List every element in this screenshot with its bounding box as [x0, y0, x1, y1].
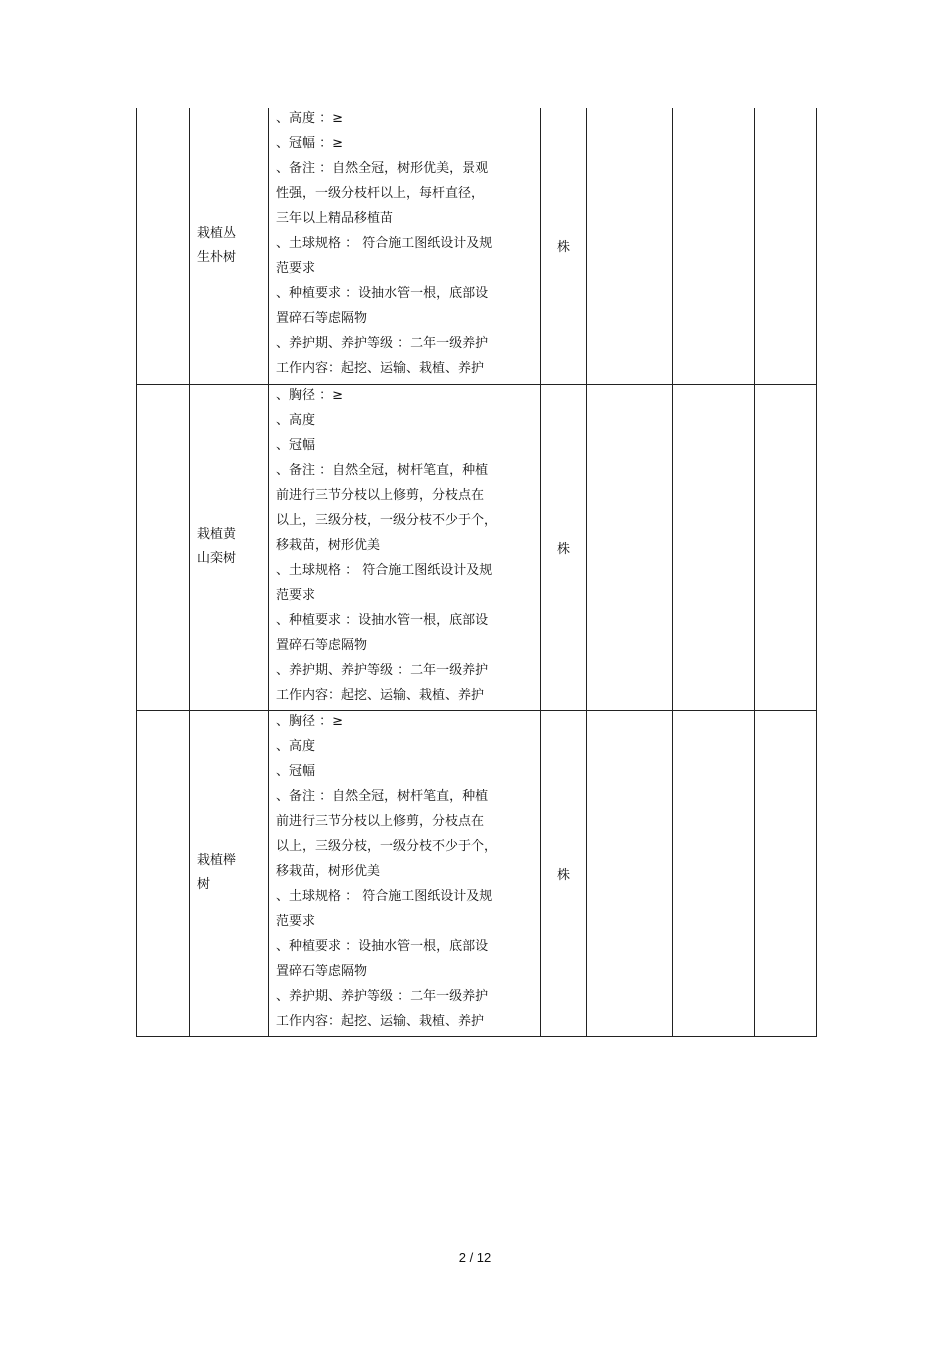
description-line: 、冠幅 — [276, 763, 316, 779]
description-line: 置碎石等虑隔物 — [276, 963, 368, 979]
quantity-cell — [587, 108, 673, 384]
table-row — [137, 384, 817, 710]
item-description-cell — [269, 384, 541, 710]
item-name-line: 山栾树 — [197, 551, 237, 566]
index-cell — [137, 710, 190, 1036]
item-name-line: 树 — [197, 877, 211, 892]
description-line: 、养护期、养护等级 ：二年一级养护 — [276, 336, 489, 351]
description-line: 、高度 — [276, 412, 316, 428]
description-line: 、土球规格 ： 符合施工图纸设计及规 — [276, 888, 493, 904]
page-number: 2 / 12 — [458, 1250, 492, 1265]
description-line: 移栽苗，树形优美 — [276, 863, 381, 879]
bill-of-quantities-table — [136, 108, 817, 1037]
unit-price-cell — [673, 710, 755, 1036]
description-line: 、胸径 ：≥ — [276, 713, 344, 729]
table-row — [137, 108, 817, 384]
description-line: 范要求 — [276, 587, 316, 603]
description-line: 、高度 — [276, 738, 316, 754]
quantity-cell — [587, 384, 673, 710]
unit-cell: 株 — [541, 384, 587, 710]
description-line: 工作内容：起挖、运输、栽植、养护 — [276, 1013, 485, 1029]
item-name-cell — [190, 384, 269, 710]
unit-price-cell — [673, 108, 755, 384]
description-line: 置碎石等虑隔物 — [276, 311, 368, 326]
description-line: 三年以上精品移植苗 — [276, 211, 394, 226]
index-cell — [137, 108, 190, 384]
index-cell — [137, 384, 190, 710]
description-line: 、备注 ：自然全冠，树杆笔直，种植 — [276, 462, 489, 478]
total-price-cell — [755, 710, 817, 1036]
description-line: 范要求 — [276, 261, 316, 276]
description-line: 、种植要求 ：设抽水管一根，底部设 — [276, 286, 489, 301]
item-name-cell — [190, 108, 269, 384]
item-name-line: 生朴树 — [197, 249, 237, 265]
description-line: 、种植要求 ：设抽水管一根，底部设 — [276, 612, 489, 628]
description-line: 、养护期、养护等级 ：二年一级养护 — [276, 988, 489, 1004]
description-line: 、胸径 ：≥ — [276, 387, 344, 403]
bill-of-quantities-table-wrapper — [136, 108, 816, 1037]
description-line: 工作内容：起挖、运输、栽植、养护 — [276, 361, 485, 376]
description-line: 范要求 — [276, 913, 316, 929]
description-line: 前进行三节分枝以上修剪，分枝点在 — [276, 487, 485, 503]
unit-price-cell — [673, 384, 755, 710]
quantity-cell — [587, 710, 673, 1036]
item-name-cell — [190, 710, 269, 1036]
description-line: 、高度 ：≥ — [276, 111, 344, 126]
item-name-line: 栽植丛 — [197, 225, 237, 241]
item-name-line: 栽植榉 — [197, 853, 237, 868]
description-line: 前进行三节分枝以上修剪，分枝点在 — [276, 813, 485, 829]
item-name-line: 栽植黄 — [197, 527, 237, 542]
description-line: 、土球规格 ： 符合施工图纸设计及规 — [276, 236, 493, 251]
total-price-cell — [755, 108, 817, 384]
item-description-cell — [269, 108, 541, 384]
description-line: 置碎石等虑隔物 — [276, 637, 368, 653]
unit-cell: 株 — [541, 108, 587, 384]
item-description-cell — [269, 710, 541, 1036]
description-line: 以上，三级分枝，一级分枝不少于个， — [276, 512, 498, 528]
description-line: 、种植要求 ：设抽水管一根，底部设 — [276, 938, 489, 954]
description-line: 、养护期、养护等级 ：二年一级养护 — [276, 662, 489, 678]
unit-cell: 株 — [541, 710, 587, 1036]
description-line: 、冠幅 — [276, 437, 316, 453]
description-line: 工作内容：起挖、运输、栽植、养护 — [276, 687, 485, 703]
description-line: 移栽苗，树形优美 — [276, 537, 381, 553]
total-price-cell — [755, 384, 817, 710]
description-line: 以上，三级分枝，一级分枝不少于个， — [276, 838, 498, 854]
table-row — [137, 710, 817, 1036]
description-line: 、备注 ：自然全冠，树形优美，景观 — [276, 161, 489, 176]
description-line: 、备注 ：自然全冠，树杆笔直，种植 — [276, 788, 489, 804]
description-line: 性强，一级分枝杆以上，每杆直径， — [276, 186, 485, 201]
description-line: 、冠幅 ：≥ — [276, 136, 344, 151]
description-line: 、土球规格 ： 符合施工图纸设计及规 — [276, 562, 493, 578]
